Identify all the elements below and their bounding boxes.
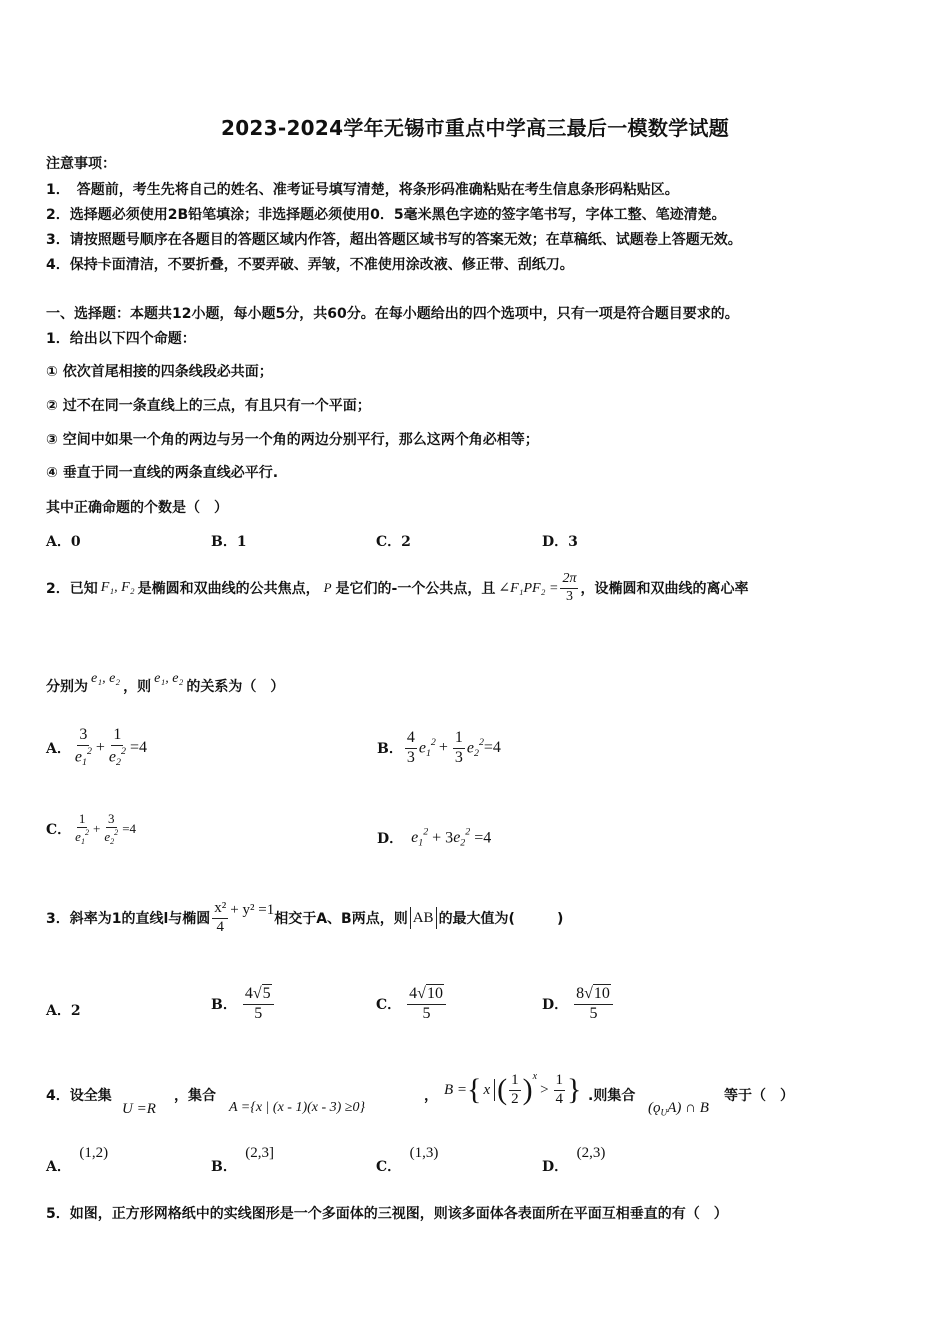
q3-option-c-rad: 10 [426, 984, 443, 1002]
q4-set-a: A ={x | (x - 1)(x - 3) ≥0} [229, 1100, 366, 1115]
q4-text-3: .则集合 [588, 1088, 636, 1104]
q3-option-d-den: 5 [589, 1004, 598, 1022]
q3-ellipse-den: 4 [216, 918, 225, 935]
q1-prop-3: ③ 空间中如果一个角的两边与另一个角的两边分别平行，那么这两个角必相等； [46, 432, 539, 448]
q3-option-b-den: 5 [254, 1004, 263, 1022]
q2-option-a-label: A． [46, 741, 71, 757]
q2-option-d-rhs: =4 [474, 829, 492, 847]
q4-set-b-left: B = [444, 1081, 468, 1098]
q2-stem-cont [46, 672, 284, 700]
q2-option-b-formula: $\frac{4}{3}$ $e_1^2$ + $\frac{1}{3}$ $e_2^2$ =4 [406, 728, 501, 766]
q3-option-c-den: 5 [422, 1004, 431, 1022]
q4-quarter-den: 4 [555, 1090, 564, 1107]
q4-half-num: 1 [509, 1073, 521, 1091]
page-title: 2023-2024学年无锡市重点中学高三最后一模数学试题 [220, 116, 730, 140]
q4-sep: ， [424, 1088, 438, 1104]
q4-option-b-label: B． [211, 1159, 237, 1175]
q4-text-4: 等于（ ） [724, 1088, 794, 1104]
q2-text-5: 分别为 [46, 679, 88, 695]
q2-point-p: P [323, 580, 332, 595]
q4-text-2: ，集合 [174, 1088, 216, 1104]
q1-option-c: C．2 [376, 534, 411, 550]
q1-prop-4: ④ 垂直于同一直线的两条直线必平行. [46, 465, 279, 481]
q2-text-7: 的关系为（ ） [186, 679, 285, 695]
q4-option-a-label: A． [46, 1159, 71, 1175]
q2-option-b-label: B． [377, 741, 403, 757]
q3-ab [408, 907, 439, 929]
q1-option-b: B．1 [211, 534, 247, 550]
q4-option-b [211, 1142, 274, 1174]
q2-text-2: 是椭圆和双曲线的公共焦点， [137, 581, 320, 597]
q3-option-c [376, 978, 448, 1030]
q4-option-d [542, 1142, 605, 1174]
q2-option-c-formula: $\frac{1}{e_1^2}$ + $\frac{3}{e_2^2}$ =4 [75, 811, 137, 846]
q2-text-4: ，设椭圆和双曲线的离心率 [580, 581, 749, 597]
q2-option-b [377, 722, 501, 774]
q2-text-1: 2．已知 [46, 581, 98, 597]
q4-universe [122, 1101, 156, 1118]
notice-item-2: 2．选择题必须使用2B铅笔填涂；非选择题必须使用0．5毫米黑色字迹的签字笔书写，字体工整、笔迹清楚。 [46, 207, 726, 223]
q4-half-den: 2 [511, 1090, 519, 1107]
q1-question: 其中正确命题的个数是（ ） [46, 500, 228, 516]
q3-option-b-rad: 5 [262, 984, 271, 1002]
q3-stem [46, 890, 563, 946]
q3-option-a [46, 1000, 81, 1020]
q3-text-1: 3．斜率为1的直线l与椭圆 [46, 911, 211, 927]
notice-item-1: 1． 答题前，考生先将自己的姓名、准考证号填写清楚，将条形码准确粘贴在考生信息条形码粘贴区。 [46, 182, 679, 198]
q1-option-d: D．3 [542, 534, 578, 550]
q3-option-d-value: $\frac{8√10}{5}$ [574, 986, 613, 1023]
q4-expr-head: (ǫ [648, 1100, 661, 1116]
notice-item-4: 4．保持卡面清洁，不要折叠，不要弄破、弄皱，不准使用涂改液、修正带、刮纸刀。 [46, 257, 574, 273]
q3-ellipse-tail: + y² =1 [230, 901, 275, 918]
q2-angle: ∠F₁PF₂ = [498, 580, 559, 596]
q4-option-d-value: (2,3) [576, 1145, 606, 1161]
notice-item-3: 3．请按照题号顺序在各题目的答题区域内作答，超出答题区域书写的答案无效；在草稿纸、试题卷上答题无效。 [46, 232, 742, 248]
q2-option-a-rhs: =4 [129, 738, 147, 756]
q4-expr-tail: A) ∩ B [667, 1100, 709, 1116]
q2-option-c-rhs: =4 [122, 821, 137, 836]
q4-exponent: x [532, 1070, 538, 1082]
q3-text-3: 的最大值为( ) [438, 911, 564, 927]
q3-option-d-coef: 8 [576, 984, 585, 1002]
q3-ab-text: AB [412, 909, 434, 926]
q1-option-a: A．0 [46, 534, 81, 550]
q3-ellipse [210, 901, 274, 936]
q1-prop-2: ② 过不在同一条直线上的三点，有且只有一个平面； [46, 398, 371, 414]
q3-option-a-label: A． [46, 1003, 71, 1019]
q4-expr-sub: U [660, 1108, 668, 1119]
q2-option-d [377, 818, 491, 858]
q4-universe-text: U =R [122, 1101, 156, 1117]
q4-option-c-value: (1,3) [409, 1145, 439, 1161]
q2-angle-num: 2π [560, 572, 578, 589]
q4-quarter-num: 1 [554, 1073, 566, 1091]
q5-stem: 5．如图，正方形网格纸中的实线图形是一个多面体的三视图，则该多面体各表面所在平面互相垂直的有（ ） [46, 1206, 728, 1222]
q4-option-a [46, 1142, 108, 1174]
q3-option-b [211, 978, 276, 1030]
q3-option-b-label: B． [211, 997, 237, 1013]
q4-text-1: 4．设全集 [46, 1088, 112, 1104]
q2-angle-den: 3 [565, 588, 573, 604]
q3-option-b-coef: 4 [244, 984, 253, 1002]
q2-stem [46, 568, 748, 608]
q2-angle-fraction [560, 572, 578, 604]
q3-option-d [542, 978, 615, 1030]
section-heading: 一、选择题：本题共12小题，每小题5分，共60分。在每小题给出的四个选项中，只有一项是符合题目要求的。 [46, 306, 739, 322]
q2-foci: F₁, F₂ [100, 580, 135, 595]
q4-expression [648, 1100, 709, 1118]
q3-option-d-rad: 10 [593, 984, 610, 1002]
q3-ellipse-num: x² [212, 901, 228, 919]
q2-option-c [46, 804, 136, 854]
q4-option-a-value: (1,2) [79, 1145, 109, 1161]
q2-eccentricities: e₁, e₂ [91, 671, 121, 686]
q3-option-a-value: 2 [70, 1003, 81, 1019]
q2-option-d-label: D． [377, 831, 404, 847]
q1-stem: 1．给出以下四个命题： [46, 331, 196, 347]
q2-option-d-formula: $e_1^2 + 3e_2^2 =4$ [411, 827, 492, 849]
q4-option-c-label: C． [376, 1159, 402, 1175]
q4-option-b-value: (2,3] [245, 1145, 275, 1161]
q2-option-b-rhs: =4 [483, 739, 501, 756]
q2-option-a-formula: $\frac{3}{e_1^2}$ + $\frac{1}{e_2^2}$ =4 [74, 726, 147, 769]
notice-heading: 注意事项： [46, 156, 116, 172]
q2-text-6: ，则 [123, 679, 152, 695]
q4-option-c [376, 1142, 438, 1174]
q2-option-c-label: C． [46, 822, 72, 838]
q1-prop-1: ① 依次首尾相接的四条线段必共面； [46, 364, 273, 380]
q3-option-b-value: $\frac{4√5}{5}$ [243, 986, 274, 1023]
q2-text-3: 是它们的-一个公共点，且 [335, 581, 496, 597]
q3-text-2: 相交于A、B两点，则 [274, 911, 408, 927]
q2-eccentricities-2: e₁, e₂ [154, 671, 184, 686]
q4-set-b: B = { x ( $\frac{1}{2}$ ) x > $\frac{1}{4}$ } [444, 1070, 582, 1107]
q3-option-c-label: C． [376, 997, 402, 1013]
q3-option-c-coef: 4 [409, 984, 418, 1002]
q3-option-c-value: $\frac{4√10}{5}$ [407, 986, 446, 1023]
q4-option-d-label: D． [542, 1159, 569, 1175]
q2-option-a [46, 722, 147, 774]
q3-option-d-label: D． [542, 997, 569, 1013]
